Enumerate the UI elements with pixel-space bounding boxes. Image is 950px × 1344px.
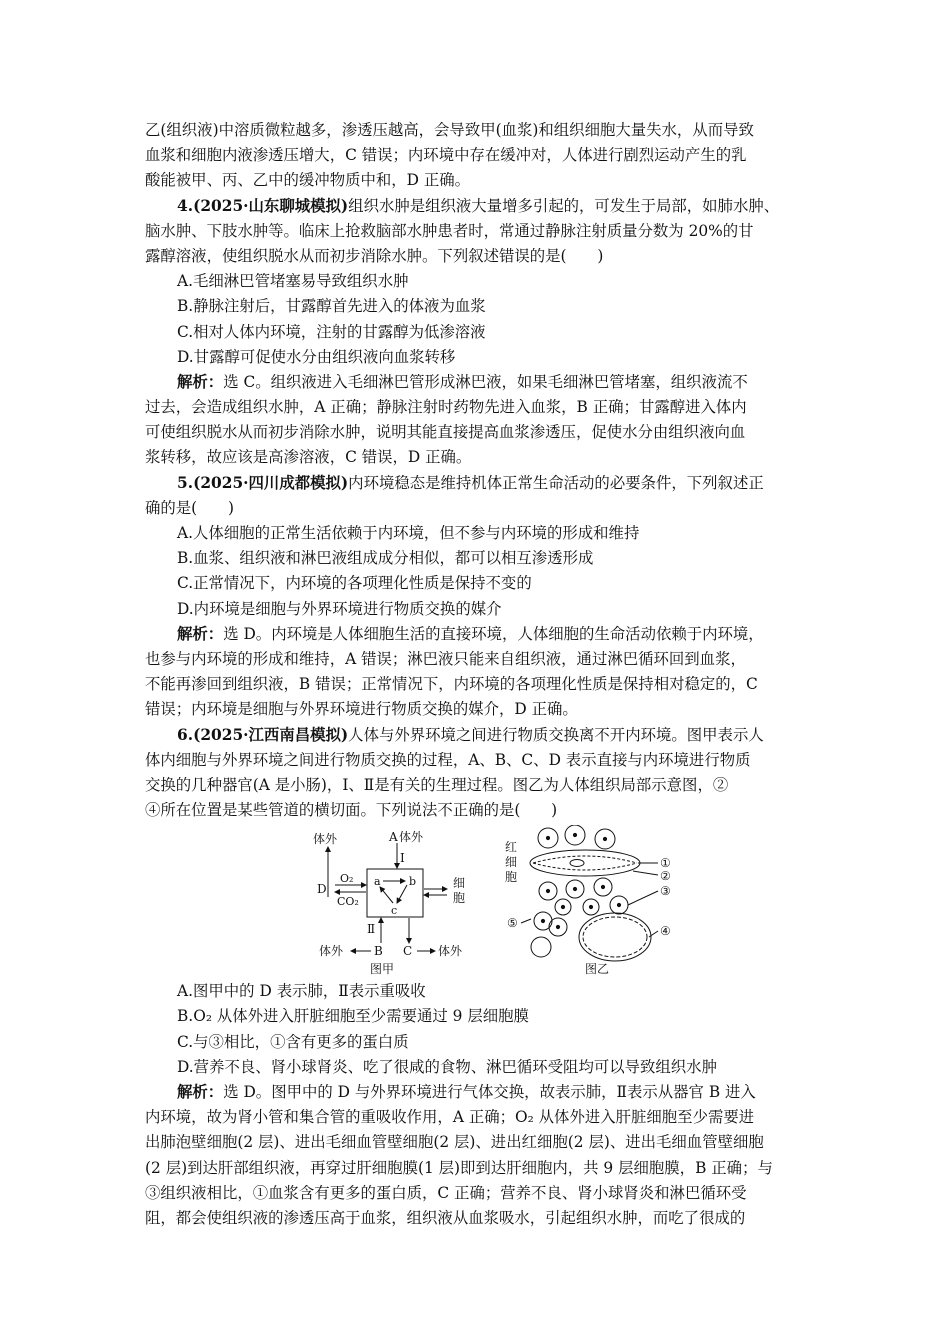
analysis-text: 选 C。组织液进入毛细淋巴管形成淋巴液，如果毛细淋巴管堵塞，组织液流不 xyxy=(223,372,748,391)
option-b: B.血浆、组织液和淋巴液组成成分相似，都可以相互渗透形成 xyxy=(177,549,594,568)
label-outside-bottom-right: 体外 xyxy=(438,944,463,959)
question-stem xyxy=(145,194,815,219)
label-co2: CO₂ xyxy=(337,895,359,909)
figure-yi xyxy=(503,825,688,975)
marker-1: ① xyxy=(660,856,671,871)
figure-row xyxy=(145,825,815,977)
label-outside-bottom-left: 体外 xyxy=(319,944,344,959)
stem-text: 组织水肿是组织液大量增多引起的，可发生于局部，如肺水肿、 xyxy=(348,196,780,215)
option-a: A.人体细胞的正常生活依赖于内环境，但不参与内环境的形成和维持 xyxy=(177,524,640,542)
figure-jia xyxy=(295,825,470,975)
text-line: 过去，会造成组织水肿，A 正确；静脉注射时药物先进入血浆，B 正确；甘露醇进入体内 xyxy=(145,398,747,417)
text-line: 乙(组织液)中溶质微粒越多，渗透压越高，会导致甲(血浆)和组织细胞大量失水，从而导致 xyxy=(145,121,754,139)
option-c: C.相对人体内环境，注射的甘露醇为低渗溶液 xyxy=(177,322,486,341)
analysis-label: 解析： xyxy=(177,1083,224,1101)
question-stem xyxy=(145,471,815,496)
text-line: 血浆和细胞内液渗透压增大，C 错误；内环境中存在缓冲对，人体进行剧烈运动产生的乳 xyxy=(145,146,747,165)
analysis xyxy=(145,1080,815,1105)
question-source: 5.(2025·四川成都模拟) xyxy=(177,473,349,492)
text-line: 确的是( ) xyxy=(145,498,234,517)
label-red-cell-1: 红 xyxy=(505,840,518,855)
label-c: C xyxy=(403,944,413,959)
option-c: C.正常情况下，内环境的各项理化性质是保持不变的 xyxy=(177,574,532,593)
question-5 xyxy=(145,471,815,723)
option-b: B.O₂ 从体外进入肝脏细胞至少需要通过 9 层细胞膜 xyxy=(177,1007,529,1026)
marker-2: ② xyxy=(660,869,671,884)
question-source: 4.(2025·山东聊城模拟) xyxy=(177,196,349,215)
text-line: 露醇溶液，使组织脱水从而初步消除水肿。下列叙述错误的是( ) xyxy=(145,246,604,265)
label-a: A xyxy=(389,830,398,845)
analysis-text: 选 D。内环境是人体细胞生活的直接环境，人体细胞的生命活动依赖于内环境， xyxy=(223,624,764,643)
text-line: (2 层)到达肝部组织液，再穿过肝细胞膜(1 层)即到达肝细胞内，共 9 层细胞膜，B 正确；与 xyxy=(145,1158,773,1177)
label-red-cell-3: 胞 xyxy=(505,870,518,885)
label-outside-top: 体外 xyxy=(399,830,424,845)
intro-paragraph xyxy=(145,118,815,194)
label-process-ii: Ⅱ xyxy=(367,922,376,937)
question-stem xyxy=(145,723,815,748)
analysis-label: 解析： xyxy=(177,624,224,643)
marker-4: ④ xyxy=(660,924,671,939)
text-line: 也参与内环境的形成和维持，A 错误；淋巴液只能来自组织液，通过淋巴循环回到血浆， xyxy=(145,649,746,668)
label-red-cell-2: 细 xyxy=(505,855,518,870)
text-line: 浆转移，故应该是高渗溶液，C 错误，D 正确。 xyxy=(145,448,472,467)
label-process-i: Ⅰ xyxy=(400,851,405,866)
stem-text: 内环境稳态是维持机体正常生命活动的必要条件，下列叙述正 xyxy=(348,473,764,492)
text-line: ④所在位置是某些管道的横切面。下列说法不正确的是( ) xyxy=(145,801,558,820)
option-d: D.营养不良、肾小球肾炎、吃了很咸的食物、淋巴循环受阻均可以导致组织水肿 xyxy=(177,1057,717,1076)
marker-3: ③ xyxy=(660,884,671,899)
option-d: D.甘露醇可促使水分由组织液向血浆转移 xyxy=(177,347,456,366)
analysis xyxy=(145,622,815,647)
label-b: B xyxy=(374,944,383,959)
text-line: 不能再渗回到组织液，B 错误；正常情况下，内环境的各项理化性质是保持相对稳定的，C xyxy=(145,675,758,694)
stem-text: 人体与外界环境之间进行物质交换离不开内环境。图甲表示人 xyxy=(348,725,764,744)
text-line: 错误；内环境是细胞与外界环境进行物质交换的媒介，D 正确。 xyxy=(145,700,578,719)
label-outside-left: 体外 xyxy=(313,832,338,847)
marker-5: ⑤ xyxy=(507,916,518,931)
text-line: 体内细胞与外界环境之间进行物质交换的过程，A、B、C、D 表示直接与内环境进行物质 xyxy=(145,750,751,769)
label-d: D xyxy=(317,882,327,897)
question-6 xyxy=(145,723,815,1232)
text-line: 阻，都会使组织液的渗透压高于血浆，组织液从血浆吸水，引起组织水肿，而吃了很成的 xyxy=(145,1208,746,1227)
question-source: 6.(2025·江西南昌模拟) xyxy=(177,725,349,744)
figure-caption-jia: 图甲 xyxy=(370,962,395,976)
question-4 xyxy=(145,194,815,471)
option-d: D.内环境是细胞与外界环境进行物质交换的媒介 xyxy=(177,599,502,618)
text-line: 可使组织脱水从而初步消除水肿，说明其能直接提高血浆渗透压，促使水分由组织液向血 xyxy=(145,423,746,442)
analysis xyxy=(145,370,815,395)
analysis-text: 选 D。图甲中的 D 与外界环境进行气体交换，故表示肺，Ⅱ表示从器官 B 进入 xyxy=(223,1083,756,1101)
label-cell-1: 细 xyxy=(453,876,466,891)
text-line: ③组织液相比，①血浆含有更多的蛋白质，C 正确；营养不良、肾小球肾炎和淋巴循环受 xyxy=(145,1183,747,1202)
document-page xyxy=(145,118,815,1231)
text-line: 脑水肿、下肢水肿等。临床上抢救脑部水肿患者时，常通过静脉注射质量分数为 20%的甘 xyxy=(145,221,754,240)
label-cell-2: 胞 xyxy=(453,891,466,906)
label-a-node: a xyxy=(374,875,381,889)
analysis-label: 解析： xyxy=(177,372,224,391)
option-b: B.静脉注射后，甘露醇首先进入的体液为血浆 xyxy=(177,297,486,316)
label-b-node: b xyxy=(409,875,417,889)
text-line: 内环境，故为肾小管和集合管的重吸收作用，A 正确；O₂ 从体外进入肝脏细胞至少需要进 xyxy=(145,1108,755,1127)
option-a: A.图甲中的 D 表示肺，Ⅱ表示重吸收 xyxy=(177,982,426,1001)
label-o2: O₂ xyxy=(340,872,354,886)
figure-caption-yi: 图乙 xyxy=(585,962,610,976)
option-a: A.毛细淋巴管堵塞易导致组织水肿 xyxy=(177,272,409,291)
text-line: 出肺泡壁细胞(2 层)、进出毛细血管壁细胞(2 层)、进出红细胞(2 层)、进出毛细血管壁细胞 xyxy=(145,1133,764,1152)
option-c: C.与③相比，①含有更多的蛋白质 xyxy=(177,1032,409,1051)
label-c-node: c xyxy=(391,904,398,918)
text-line: 酸能被甲、丙、乙中的缓冲物质中和，D 正确。 xyxy=(145,171,471,190)
text-line: 交换的几种器官(A 是小肠)，Ⅰ、Ⅱ是有关的生理过程。图乙为人体组织局部示意图，② xyxy=(145,775,729,794)
